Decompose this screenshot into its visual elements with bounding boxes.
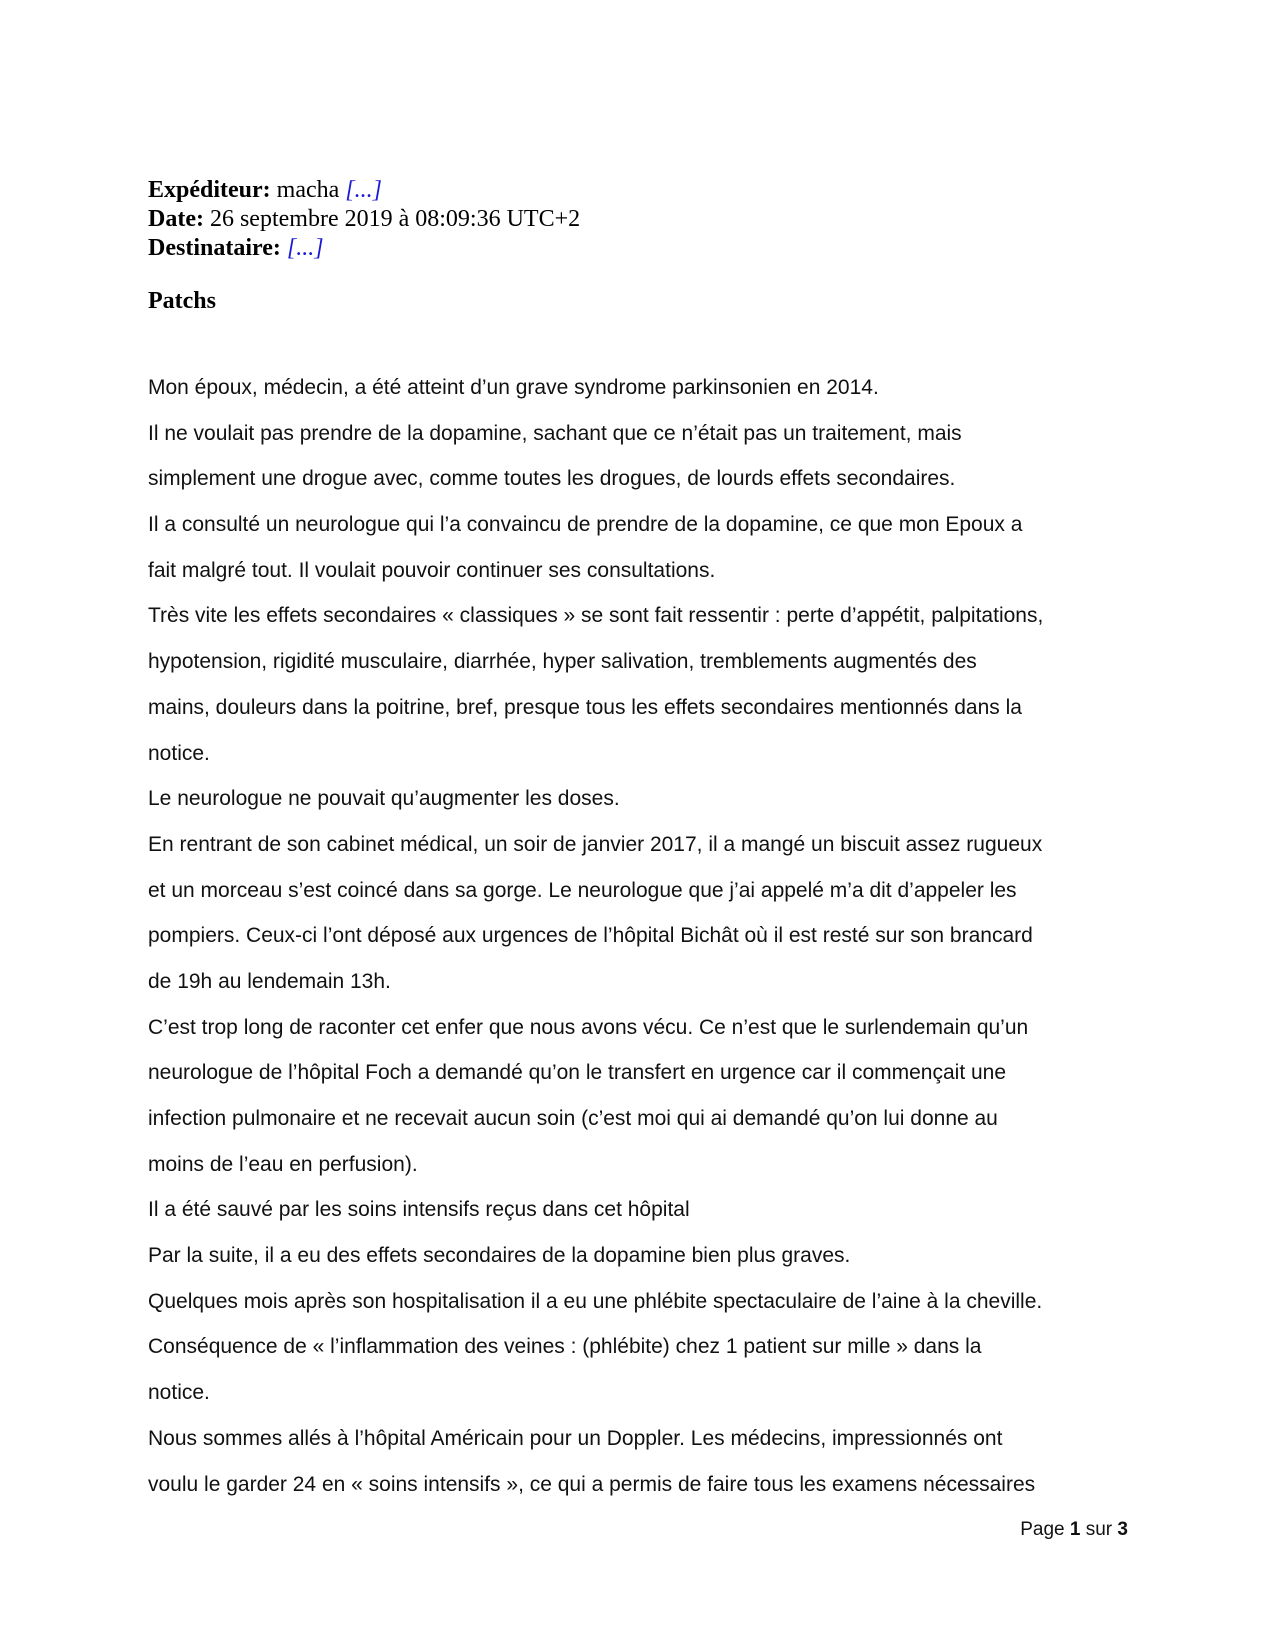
body-line: En rentrant de son cabinet médical, un soir de janvier 2017, il a mangé un biscuit assez rugueux	[148, 832, 1043, 856]
body-line: mains, douleurs dans la poitrine, bref, presque tous les effets secondaires mentionnés dans la	[148, 695, 1022, 719]
body-line: Quelques mois après son hospitalisation il a eu une phlébite spectaculaire de l’aine à la cheville.	[148, 1289, 1043, 1313]
body-line: simplement une drogue avec, comme toutes les drogues, de lourds effets secondaires.	[148, 467, 956, 491]
body-line: Il a consulté un neurologue qui l’a convaincu de prendre de la dopamine, ce que mon Epoux a	[148, 513, 1023, 537]
recipient-label: Destinataire:	[148, 235, 281, 261]
body-line: C’est trop long de raconter cet enfer que nous avons vécu. Ce n’est que le surlendemain qu’un	[148, 1015, 1029, 1039]
body-line: et un morceau s’est coincé dans sa gorge. Le neurologue que j’ai appelé m’a dit d’appeler les	[148, 878, 1017, 902]
body-line: Le neurologue ne pouvait qu’augmenter les doses.	[148, 787, 620, 811]
email-header	[148, 176, 580, 263]
body-line: Il a été sauvé par les soins intensifs reçus dans cet hôpital	[148, 1198, 690, 1222]
body-line: Très vite les effets secondaires « classiques » se sont fait ressentir : perte d’appétit, palpitations,	[148, 604, 1044, 628]
sender-redacted: [...]	[345, 177, 382, 203]
date-value: 26 septembre 2019 à 08:09:36 UTC+2	[209, 206, 581, 232]
body-line: hypotension, rigidité musculaire, diarrhée, hyper salivation, tremblements augmentés des	[148, 650, 977, 674]
body-line: voulu le garder 24 en « soins intensifs », ce qui a permis de faire tous les examens nécessaires	[148, 1472, 1036, 1496]
body-line: notice.	[148, 1381, 210, 1405]
of-word: sur	[1085, 1519, 1113, 1540]
recipient-line	[148, 234, 580, 263]
body-line: neurologue de l’hôpital Foch a demandé qu’on le transfert en urgence car il commençait une	[148, 1061, 1007, 1085]
page-total: 3	[1117, 1519, 1128, 1540]
body-line: de 19h au lendemain 13h.	[148, 969, 391, 993]
sender-label: Expéditeur:	[148, 177, 271, 203]
body-line: infection pulmonaire et ne recevait aucun soin (c’est moi qui ai demandé qu’on lui donne au	[148, 1107, 998, 1130]
body-line: Par la suite, il a eu des effets secondaires de la dopamine bien plus graves.	[148, 1244, 851, 1268]
body-line: fait malgré tout. Il voulait pouvoir continuer ses consultations.	[148, 558, 716, 582]
body-line: moins de l’eau en perfusion).	[148, 1152, 418, 1176]
body-line: Conséquence de « l’inflammation des veines : (phlébite) chez 1 patient sur mille » dans la	[148, 1335, 982, 1359]
date-label: Date:	[148, 206, 204, 232]
body-line: pompiers. Ceux-ci l’ont déposé aux urgences de l’hôpital Bichât où il est resté sur son brancard	[148, 924, 1033, 948]
sender-line	[148, 176, 580, 205]
page-number: 1	[1069, 1519, 1081, 1540]
page-footer	[1020, 1519, 1128, 1541]
body-line: Nous sommes allés à l’hôpital Américain pour un Doppler. Les médecins, impressionnés ont	[148, 1426, 1003, 1450]
email-subject: Patchs	[148, 288, 216, 314]
page-word: Page	[1020, 1519, 1065, 1540]
sender-name: macha	[276, 177, 340, 203]
body-line: notice.	[148, 741, 210, 765]
body-line: Mon époux, médecin, a été atteint d’un grave syndrome parkinsonien en 2014.	[148, 376, 879, 399]
email-body	[148, 365, 1138, 1507]
recipient-redacted: [...]	[286, 235, 324, 261]
body-line: Il ne voulait pas prendre de la dopamine, sachant que ce n’était pas un traitement, mais	[148, 421, 962, 445]
date-line	[148, 205, 580, 234]
